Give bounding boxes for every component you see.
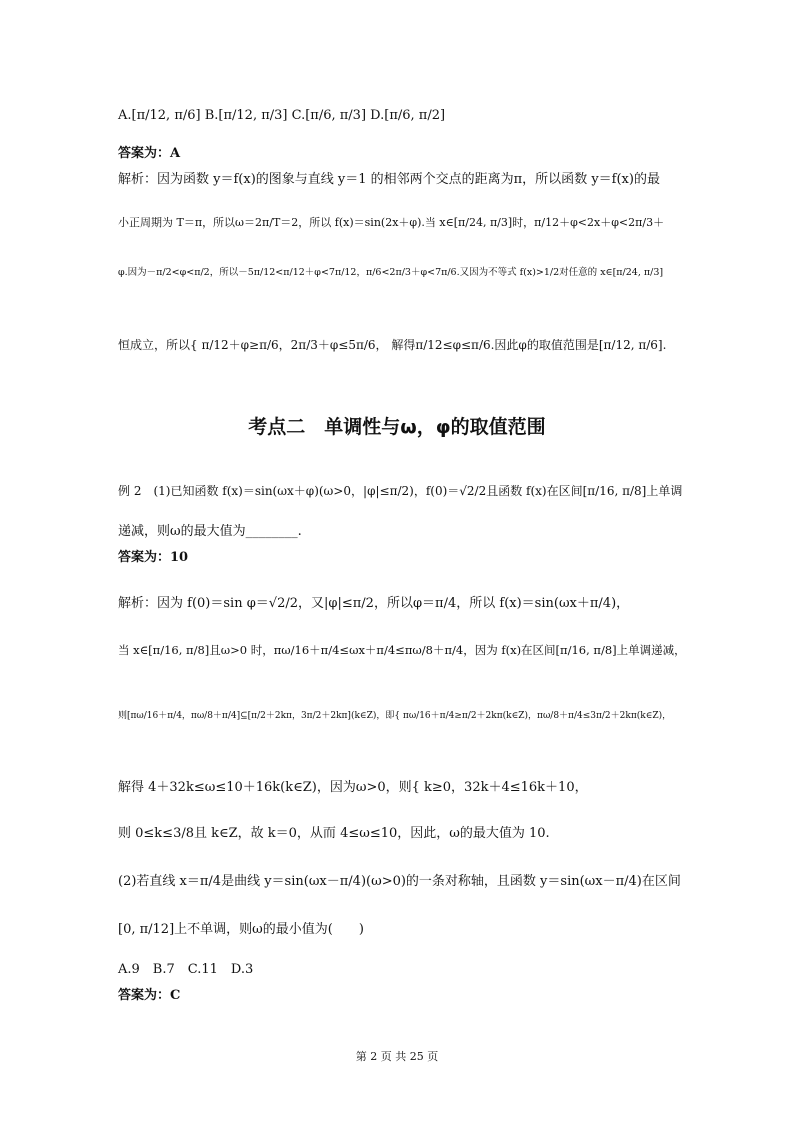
answer-line-3: 答案为：C <box>118 988 181 1003</box>
analysis2-line-1: 解析：因为 f(0)＝sin φ＝√2/2，又|φ|≤π/2，所以φ＝π/4，所以 f(x)＝sin(ωx＋π/4)， <box>118 596 630 611</box>
question2-options: A.9 B.7 C.11 D.3 <box>118 962 254 977</box>
answer-line-2: 答案为：10 <box>118 550 189 565</box>
analysis2-line-2: 当 x∈[π/16, π/8]且ω>0 时，πω/16＋π/4≤ωx＋π/4≤πω/8＋π/4，因为 f(x)在区间[π/16, π/8]上单调递减， <box>118 643 686 657</box>
answer-line-1: 答案为：A <box>118 146 181 161</box>
question2-line-1: (2)若直线 x＝π/4是曲线 y＝sin(ωx－π/4)(ω>0)的一条对称轴，且函数 y＝sin(ωx－π/4)在区间 <box>118 874 681 889</box>
analysis2-line-5: 则 0≤k≤3/8且 k∈Z，故 k＝0，从而 4≤ω≤10，因此，ω的最大值为 10. <box>118 826 550 841</box>
section-title: 考点二 单调性与ω，φ的取值范围 <box>248 416 546 438</box>
options-line-1: A.[π/12, π/6] B.[π/12, π/3] C.[π/6, π/3] D.[π/6, π/2] <box>118 108 446 123</box>
question2-line-2: [0, π/12]上不单调，则ω的最小值为( ) <box>118 922 364 937</box>
example-line-1: 例 2 (1)已知函数 f(x)＝sin(ωx＋φ)(ω>0，|φ|≤π/2)，f(0)＝√2/2且函数 f(x)在区间[π/16, π/8]上单调 <box>118 484 683 498</box>
analysis2-line-3: 则[πω/16＋π/4，πω/8＋π/4]⊆[π/2＋2kπ，3π/2＋2kπ](k∈Z)，即{ πω/16＋π/4≥π/2＋2kπ(k∈Z)，πω/8＋π/4≤3π/2＋2kπ(k∈Z)， <box>118 711 672 721</box>
analysis-line-1: 解析：因为函数 y＝f(x)的图象与直线 y＝1 的相邻两个交点的距离为π，所以函数 y＝f(x)的最 <box>118 172 660 187</box>
analysis-line-2: 小正周期为 T＝π，所以ω＝2π/T＝2，所以 f(x)＝sin(2x＋φ).当 x∈[π/24, π/3]时，π/12＋φ<2x＋φ<2π/3＋ <box>118 216 665 229</box>
analysis-line-4: 恒成立，所以{ π/12＋φ≥π/6，2π/3＋φ≤5π/6， 解得π/12≤φ≤π/6.因此φ的取值范围是[π/12, π/6]. <box>118 338 667 352</box>
analysis-line-3: φ.因为－π/2<φ<π/2，所以－5π/12<π/12＋φ<7π/12，π/6<2π/3＋φ<7π/6.又因为不等式 f(x)>1/2对任意的 x∈[π/24, π/3] <box>118 267 664 278</box>
example-line-2: 递减，则ω的最大值为________. <box>118 524 302 539</box>
analysis2-line-4: 解得 4＋32k≤ω≤10＋16k(k∈Z)，因为ω>0，则{ k≥0，32k＋4≤16k＋10， <box>118 780 588 795</box>
page-footer: 第 2 页 共 25 页 <box>355 1050 439 1063</box>
